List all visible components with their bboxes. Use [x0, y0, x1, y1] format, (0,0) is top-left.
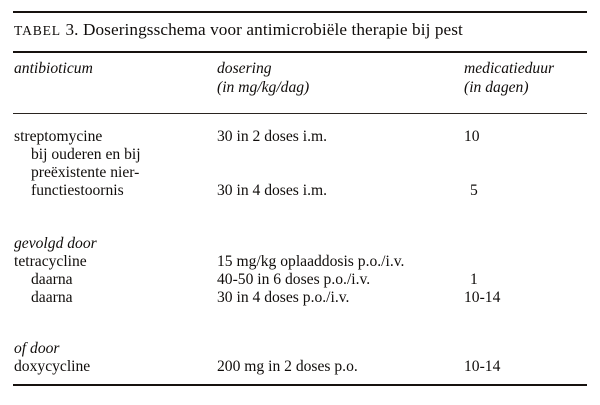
- column-header-antibioticum: antibioticum: [14, 60, 93, 77]
- row-tetracycline-step2-duration: 10-14: [464, 289, 501, 306]
- row-doxycycline-name: doxycycline: [14, 358, 91, 375]
- row-doxycycline-dose: 200 mg in 2 doses p.o.: [217, 358, 358, 375]
- row-tetracycline-step1-duration: 1: [470, 271, 478, 288]
- row-streptomycine-dose: 30 in 2 doses i.m.: [217, 128, 328, 145]
- row-streptomycine-name: streptomycine: [14, 128, 103, 145]
- table-top-rule: [13, 11, 587, 13]
- row-streptomycine-note-line3: functiestoornis: [31, 182, 124, 199]
- caption-label: TABEL: [14, 23, 61, 38]
- header-bottom-rule: [13, 113, 587, 114]
- column-header-medicatieduur-unit: (in dagen): [464, 79, 529, 96]
- row-doxycycline-duration: 10-14: [464, 358, 501, 375]
- row-tetracycline-step1-dose: 40-50 in 6 doses p.o./i.v.: [217, 271, 371, 288]
- caption-text: Doseringsschema voor antimicrobiële therapie bij pest: [82, 20, 463, 39]
- row-tetracycline-name: tetracycline: [14, 253, 87, 270]
- row-tetracycline-step1-name: daarna: [31, 271, 73, 288]
- caption-number: 3.: [65, 20, 79, 39]
- row-tetracycline-step2-dose: 30 in 4 doses p.o./i.v.: [217, 289, 350, 306]
- row-tetracycline-step2-name: daarna: [31, 289, 73, 306]
- table-caption: [14, 19, 589, 42]
- column-header-medicatieduur: medicatieduur: [464, 60, 555, 77]
- row-streptomycine-duration: 10: [464, 128, 480, 145]
- row-streptomycine-note-line1: bij ouderen en bij: [31, 146, 141, 163]
- row-streptomycine-note-line2: preëxistente nier-: [31, 164, 140, 181]
- caption-bottom-rule: [13, 51, 587, 53]
- group-label-gevolgd-door: gevolgd door: [14, 235, 97, 252]
- column-header-dosering-unit: (in mg/kg/dag): [217, 79, 310, 96]
- table-bottom-rule: [13, 384, 587, 386]
- row-streptomycine-alt-duration: 5: [470, 182, 478, 199]
- group-label-of-door: of door: [14, 340, 60, 357]
- column-header-dosering: dosering: [217, 60, 272, 77]
- row-streptomycine-alt-dose: 30 in 4 doses i.m.: [217, 182, 328, 199]
- row-tetracycline-dose: 15 mg/kg oplaaddosis p.o./i.v.: [217, 253, 405, 270]
